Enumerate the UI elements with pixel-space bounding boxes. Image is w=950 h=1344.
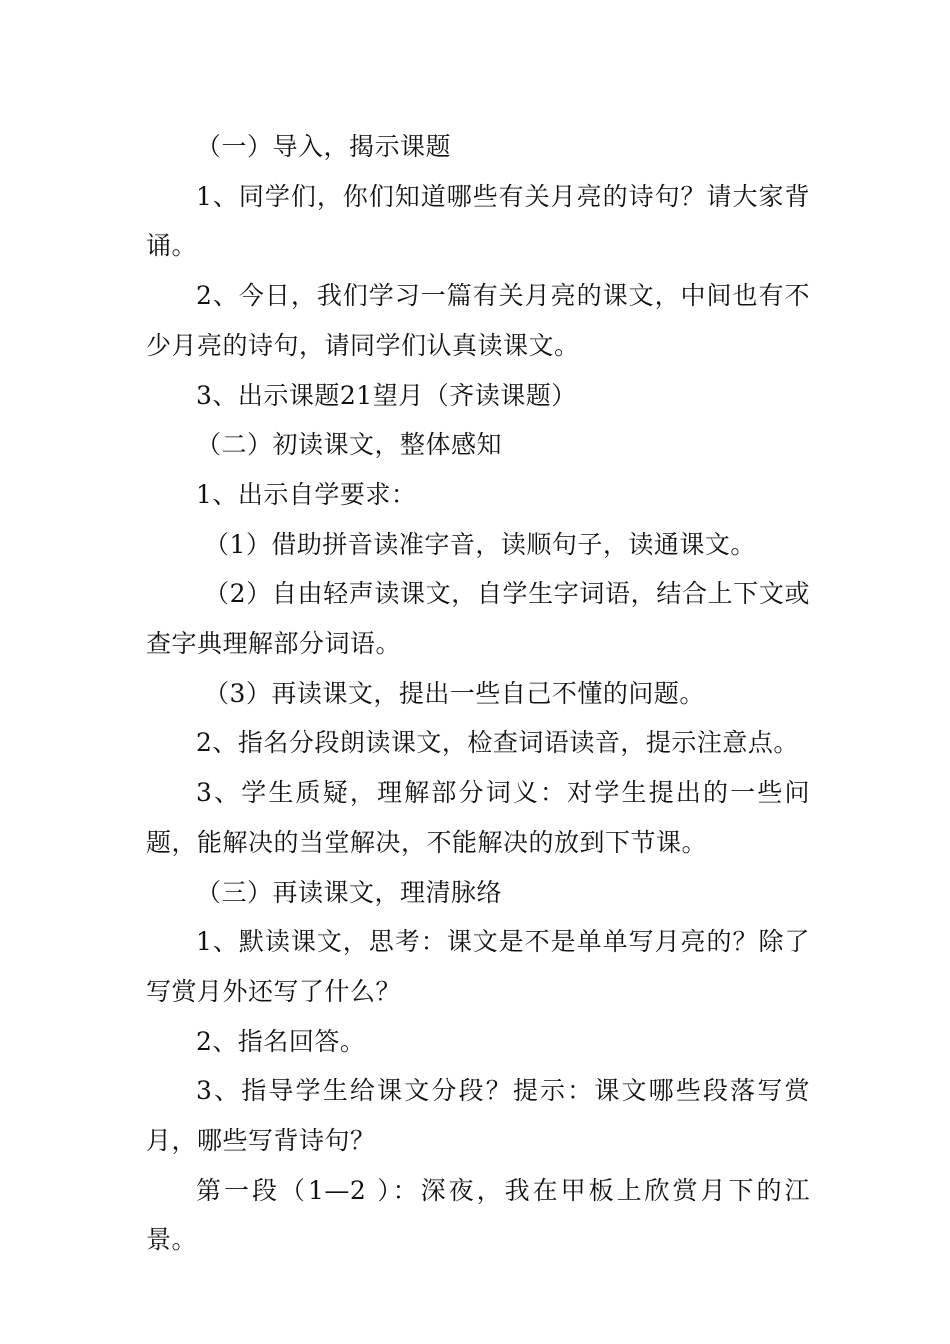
section-heading-2: （二）初读课文，整体感知 [196, 430, 503, 460]
paragraph: 第一段（1—2 ）：深夜，我在甲板上欣赏月下的江景。 [146, 1175, 810, 1255]
document-body [146, 122, 810, 1265]
section-heading-3: （三）再读课文，理清脉络 [196, 877, 503, 907]
paragraph: 2、指名回答。 [196, 1026, 366, 1056]
paragraph: 2、指名分段朗读课文，检查词语读音，提示注意点。 [196, 728, 799, 758]
paragraph: 3、指导学生给课文分段？提示：课文哪些段落写赏月，哪些写背诗句？ [146, 1076, 810, 1156]
paragraph: 1、同学们，你们知道哪些有关月亮的诗句？请大家背诵。 [146, 181, 810, 261]
sub-item: （3）再读课文，提出一些自己不懂的问题。 [204, 678, 705, 708]
sub-item: （2）自由轻声读课文，自学生字词语，结合上下文或查字典理解部分词语。 [146, 579, 810, 659]
sub-item: （1）借助拼音读准字音，读顺句子，读通课文。 [204, 529, 756, 559]
section-heading-1: （一）导入，揭示课题 [196, 132, 452, 161]
paragraph: 3、学生质疑，理解部分词义：对学生提出的一些问题，能解决的当堂解决，不能解决的放到下节课。 [146, 778, 810, 857]
paragraph: 1、出示自学要求： [196, 479, 417, 509]
paragraph: 2、今日，我们学习一篇有关月亮的课文，中间也有不少月亮的诗句，请同学们认真读课文。 [146, 281, 810, 360]
paragraph: 1、默读课文，思考：课文是不是单单写月亮的？除了写赏月外还写了什么？ [146, 927, 810, 1006]
paragraph: 3、出示课题21望月（齐读课题） [196, 380, 577, 410]
